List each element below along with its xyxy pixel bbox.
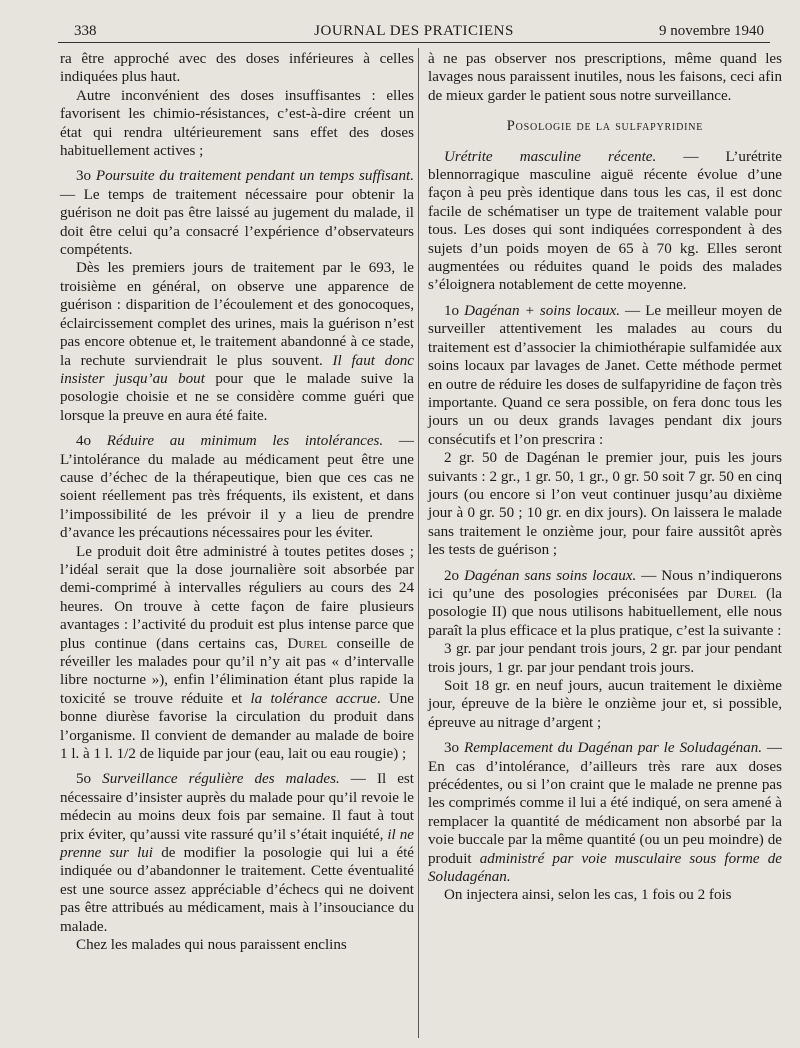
paragraph-text: conseille de réveiller les malades pour qu’il n’y ait pas « d’intervalle libre nocturne »), enfin l’élimination étant plus rapide la toxicité se trouve réduite et xyxy=(60,635,414,707)
section-number: 1o xyxy=(444,302,460,319)
paragraph: Autre inconvénient des doses insuffisantes : elles favorisent les chimio-résistances, c’est-à-dire créent un état qui rendra ultérieurement sans effet des doses habituellement actives ; xyxy=(60,87,414,160)
emphasis-text: la tolérance accrue xyxy=(250,690,377,707)
paragraph: 3 gr. par jour pendant trois jours, 2 gr. par jour pendant trois jours, 1 gr. par jour pendant trois jours. xyxy=(428,641,782,676)
section-5-paragraph xyxy=(60,770,414,936)
left-column xyxy=(60,50,414,955)
header-rule xyxy=(58,42,770,43)
page-header xyxy=(58,20,770,42)
page-number: 338 xyxy=(74,23,97,39)
section-text: — Le temps de traitement nécessaire pour obtenir la guérison ne doit pas être laissé au jugement du malade, il doit être celui qu’a consacré l’expérience d’observateurs compétents. xyxy=(60,186,414,259)
author-name: Durel xyxy=(716,585,757,602)
section-title: Surveillance régulière des malades. xyxy=(102,771,340,788)
paragraph: à ne pas observer nos prescriptions, même quand les lavages nous paraissent inutiles, nous les faisons, ceci afin de mieux garder le patient sous notre surveillance. xyxy=(428,51,782,104)
paragraph-text: — L’urétrite blennorragique masculine aiguë récente évolue d’une façon à peu près identique dans tous les cas, il est donc facile de schématiser un type de traitement valable pour tous. Les doses qui sont indiquées correspondent à des sujets d’un poids moyen de 65 à 70 kg. Elles seront augmentées ou réduites quand le poids des malades s’éloignera notablement de cette moyenne. xyxy=(428,148,782,294)
paragraph: Soit 18 gr. en neuf jours, aucun traitement le dixième jour, épreuve de la bière le onzième jour et, si possible, épreuve au nitrage d’argent ; xyxy=(428,678,782,731)
section-text: — En cas d’intolérance, d’ailleurs très rare aux doses précédentes, ou si l’on craint que le malade ne prenne pas les comprimés comme il lui a été indiqué, on sera amené à remplacer la quantité de médicament non absorbé par la voie buccale par la même quantité (ou un peu moindre) de produit xyxy=(428,740,782,867)
emphasis-text: administré par voie musculaire sous forme de Soludagénan. xyxy=(428,850,782,886)
section-number: 4o xyxy=(76,433,92,450)
section-title: Réduire au minimum les intolérances. xyxy=(106,433,384,450)
journal-title: JOURNAL DES PRATICIENS xyxy=(314,23,514,39)
paragraph: On injectera ainsi, selon les cas, 1 fois ou 2 fois xyxy=(444,887,732,904)
emphasis-text: Il faut donc insister jusqu’au bout xyxy=(60,352,414,387)
issue-date: 9 novembre 1940 xyxy=(659,23,764,39)
paragraph: 2 gr. 50 de Dagénan le premier jour, puis les jours suivants : 2 gr., 1 gr. 50, 1 gr., 0 gr. 50 soit 7 gr. 50 en cinq jours (ou encore si l’on veut continuer jusqu’au dixième jour à 0 gr. 50 ; 10 gr. en dix jours). On laissera le malade sans traitement le onzième jour, pour faire aussitôt après les tests de guérison ; xyxy=(428,450,782,559)
column-divider xyxy=(418,48,419,1038)
section-text: — Il est nécessaire d’insister auprès du malade pour qu’il revoie le médecin au moins deux fois par semaine. Il faut à tout prix éviter, qu’aussi vite rassuré qu’il s’était inquiété, xyxy=(60,771,414,843)
section-text: de modifier la posologie qui lui a été indiquée ou d’abandonner le traitement. Cette éventualité est une source assez appréciable d’échecs qui ne doivent pas être attribués au médicament, mais à l’insouciance du malade. xyxy=(60,845,414,935)
section-number: 2o xyxy=(444,567,460,584)
section-text: (la posologie II) que nous utilisons habituellement, elle nous paraît la plus efficace et la plus pratique, c’est la suivante : xyxy=(428,585,782,639)
paragraph: ra être approché avec des doses inférieures à celles indiquées plus haut. xyxy=(60,51,414,86)
author-name: Durel xyxy=(287,635,328,652)
section-heading: Posologie de la sulfapyridine xyxy=(506,118,704,135)
section-1-paragraph xyxy=(428,302,782,449)
paragraph: Chez les malades qui nous paraissent enclins xyxy=(76,937,347,954)
section-2-paragraph xyxy=(428,567,782,641)
subsection-title: Urétrite masculine récente. xyxy=(444,148,657,165)
section-text: — Nous n’indiquerons ici qu’une des posologies préconisées par xyxy=(428,567,782,602)
paragraph-text: Dès les premiers jours de traitement par le 693, le troisième en général, on observe une apparence de guérison : disparition de l’écoulement et des gonocoques, éclaircissement complet des urines, mais la guérison n’est pas encore obtenue et, le traitement abandonné à ce stade, la rechute surviendrait le plus souvent. xyxy=(60,260,414,369)
section-text: — L’intolérance du malade au médicament peut être une cause d’échec de la thérapeutique, bien que ces cas ne soient réellement pas très fréquents, ils existent, et dans l’impossibilité de les prévoir il y a lieu de prendre d’avance les précautions nécessaires pour les éviter. xyxy=(60,433,415,542)
section-3-paragraph xyxy=(428,739,782,886)
section-number: 5o xyxy=(76,771,92,788)
section-3-paragraph xyxy=(60,167,414,259)
paragraph-text: . Une bonne diurèse favorise la circulation du produit dans l’organisme. Il convient de demander au malade de boire 1 l. à 1 l. 1/2 de liquide par jour (eau, lait ou eau rougie) ; xyxy=(60,690,414,763)
section-title: Dagénan + soins locaux. xyxy=(464,302,620,319)
section-4-paragraph xyxy=(60,432,414,542)
section-title: Poursuite du traitement pendant un temps suffisant. xyxy=(95,168,414,185)
paragraph xyxy=(60,543,414,764)
section-number: 3o xyxy=(76,168,92,185)
paragraph xyxy=(428,148,782,295)
paragraph xyxy=(60,259,414,425)
section-text: — Le meilleur moyen de surveiller attentivement les malades au cours du traitement est d’associer la chimiothérapie sulfamidée aux soins locaux par lavages de Janet. Cette méthode permet en outre de réduire les doses de sulfapyridine de façon très importante. Quand ce sera possible, on fera donc tous les jours un ou deux grands lavages pendant dix jours consécutifs et l’on prescrira : xyxy=(428,302,782,448)
paragraph-text: pour que le malade suive la posologie choisie et ne se considère comme guéri que lorsque la preuve en aura été faite. xyxy=(60,370,414,424)
emphasis-text: il ne prenne sur lui xyxy=(60,826,414,862)
section-title: Dagénan sans soins locaux. xyxy=(464,567,637,584)
right-column xyxy=(428,50,782,905)
section-number: 3o xyxy=(444,740,460,757)
paragraph-text: Le produit doit être administré à toutes petites doses ; l’idéal serait que la dose journalière soit absorbée par demi-comprimé à intervalles réguliers au cours des 24 heures. On trouve à cette façon de faire plusieurs avantages : l’activité du produit est plus intense parce que plus continue (dans certains cas, xyxy=(60,543,414,652)
section-title: Remplacement du Dagénan par le Soludagénan. xyxy=(463,740,763,757)
